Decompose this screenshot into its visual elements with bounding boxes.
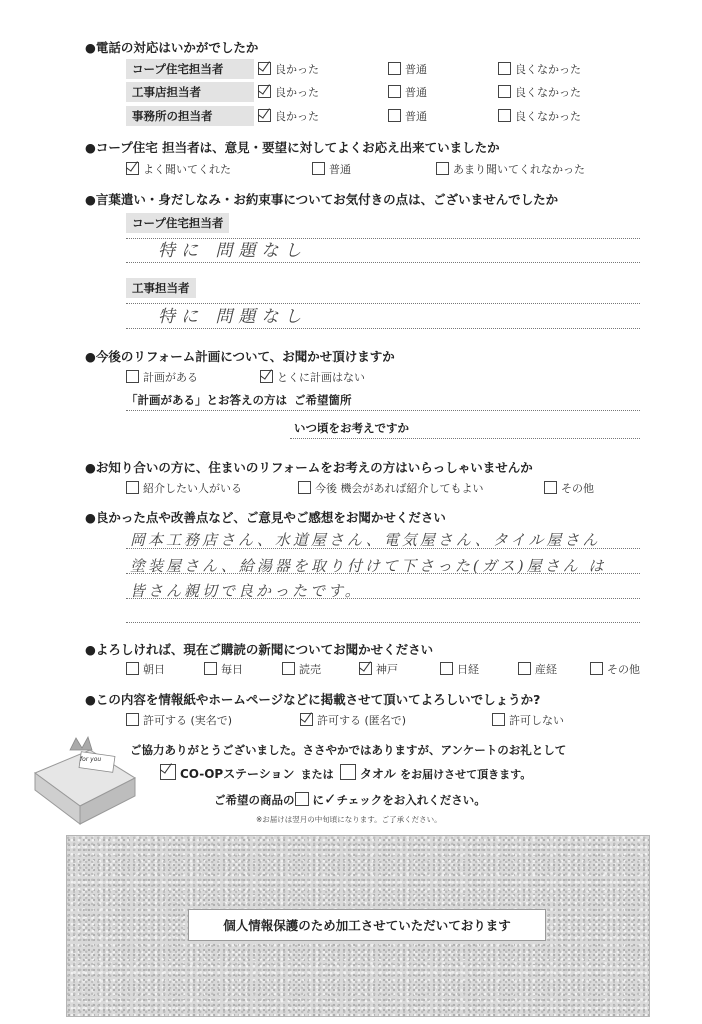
- checkbox[interactable]: [440, 662, 453, 675]
- q7-opt5[interactable]: 日経: [440, 661, 479, 677]
- towel-checkbox[interactable]: [340, 764, 356, 780]
- divider: [126, 573, 640, 574]
- q3-title: ●言葉遣い・身だしなみ・お約束事についてお気付きの点は、ございませんでしたか: [85, 192, 559, 207]
- q1-row3-opt2[interactable]: 普通: [388, 108, 427, 124]
- divider: [126, 303, 640, 304]
- q7-opt3[interactable]: 読売: [282, 661, 321, 677]
- gift-choice-row: [160, 764, 531, 782]
- towel-label: タオル: [359, 767, 396, 781]
- q4-when-label: いつ頃をお考えですか: [294, 421, 409, 435]
- q1-row1-label: コープ住宅担当者: [126, 59, 254, 79]
- q3-label-construction: 工事担当者: [126, 278, 196, 298]
- q1-row1-opt1[interactable]: 良かった: [258, 61, 319, 77]
- checkbox-checked[interactable]: [258, 85, 271, 98]
- q4-opt2[interactable]: とくに計画はない: [260, 369, 365, 385]
- q8-title: ●この内容を情報紙やホームページなどに掲載させて頂いてよろしいでしょうか?: [85, 692, 541, 707]
- checkbox[interactable]: [282, 662, 295, 675]
- checkbox[interactable]: [126, 662, 139, 675]
- checkbox[interactable]: [544, 481, 557, 494]
- checkbox[interactable]: [388, 62, 401, 75]
- divider: [290, 438, 640, 439]
- checkbox[interactable]: [312, 162, 325, 175]
- checkbox[interactable]: [498, 85, 511, 98]
- q5-opt2[interactable]: 今後 機会があれば紹介してもよい: [298, 480, 484, 496]
- divider: [126, 328, 640, 329]
- q8-opt3[interactable]: 許可しない: [492, 712, 564, 728]
- checkbox[interactable]: [126, 370, 139, 383]
- checkbox[interactable]: [298, 481, 311, 494]
- q1-row3-label: 事務所の担当者: [126, 106, 254, 126]
- q4-opt1[interactable]: 計画がある: [126, 369, 198, 385]
- checkbox-checked[interactable]: [260, 370, 273, 383]
- q7-opt1[interactable]: 朝日: [126, 661, 165, 677]
- q1-row1-opt3[interactable]: 良くなかった: [498, 61, 581, 77]
- checkbox[interactable]: [126, 713, 139, 726]
- q1-row2-opt2[interactable]: 普通: [388, 84, 427, 100]
- q1-row3-opt1[interactable]: 良かった: [258, 108, 319, 124]
- q3-answer-coop: 特に 問題なし: [158, 241, 308, 261]
- gift-icon: [30, 728, 140, 828]
- q8-opt1[interactable]: 許可する (実名で): [126, 712, 232, 728]
- divider: [126, 598, 640, 599]
- q5-opt1[interactable]: 紹介したい人がいる: [126, 480, 242, 496]
- q7-opt4[interactable]: 神戸: [359, 661, 398, 677]
- checkbox[interactable]: [518, 662, 531, 675]
- privacy-notice: 個人情報保護のため加工させていただいております: [188, 909, 546, 941]
- divider: [126, 622, 640, 623]
- q6-comment-line2: 塗装屋さん、給湯器を取り付けて下さった(ガス)屋さん は: [130, 557, 607, 575]
- q7-opt7[interactable]: その他: [590, 661, 640, 677]
- thanks-line1: ご協力ありがとうございました。ささやかではありますが、アンケートのお礼として: [130, 743, 567, 757]
- checkbox[interactable]: [590, 662, 603, 675]
- checkbox-checked[interactable]: [258, 62, 271, 75]
- q6-comment-line1: 岡本工務店さん、水道屋さん、電気屋さん、タイル屋さん: [130, 531, 601, 549]
- q5-opt3[interactable]: その他: [544, 480, 594, 496]
- q1-title: ●電話の対応はいかがでしたか: [85, 40, 259, 55]
- checkbox-checked[interactable]: [126, 162, 139, 175]
- q1-row1-opt2[interactable]: 普通: [388, 61, 427, 77]
- sample-checkbox: [295, 792, 309, 806]
- coop-station-label: CO-OPステーション: [180, 767, 295, 781]
- check-mark-icon: ✓: [324, 790, 337, 808]
- checkbox[interactable]: [498, 62, 511, 75]
- checkbox[interactable]: [126, 481, 139, 494]
- q2-opt1[interactable]: よく聞いてくれた: [126, 161, 231, 177]
- q6-comment-line3: 皆さん親切で良かったです。: [130, 582, 363, 600]
- or-label: または: [300, 768, 334, 781]
- checkbox[interactable]: [204, 662, 217, 675]
- delivery-note: ※お届けは翌月の中旬頃になります。ご了承ください。: [256, 815, 442, 824]
- q1-row3-opt3[interactable]: 良くなかった: [498, 108, 581, 124]
- checkbox-checked[interactable]: [359, 662, 372, 675]
- checkbox[interactable]: [498, 109, 511, 122]
- q1-row2-label: 工事店担当者: [126, 82, 254, 102]
- divider: [126, 238, 640, 239]
- coop-checkbox-checked[interactable]: [160, 764, 176, 780]
- q3-answer-construction: 特に 問題なし: [158, 307, 308, 327]
- divider: [126, 410, 640, 411]
- checkbox[interactable]: [388, 85, 401, 98]
- send-label: をお届けさせて頂きます。: [400, 768, 532, 781]
- q2-title: ●コープ住宅 担当者は、意見・要望に対してよくお応え出来ていましたか: [85, 140, 500, 155]
- q3-label-coop: コープ住宅担当者: [126, 213, 229, 233]
- q4-title: ●今後のリフォーム計画について、お聞かせ頂けますか: [85, 349, 395, 364]
- checkbox[interactable]: [436, 162, 449, 175]
- q7-opt2[interactable]: 毎日: [204, 661, 243, 677]
- q8-opt2[interactable]: 許可する (匿名で): [300, 712, 406, 728]
- q1-row2-opt1[interactable]: 良かった: [258, 84, 319, 100]
- q1-row2-opt3[interactable]: 良くなかった: [498, 84, 581, 100]
- thanks-line3: ご希望の商品の に✓チェックをお入れください。: [214, 790, 486, 808]
- checkbox[interactable]: [492, 713, 505, 726]
- gift-box-illustration: [30, 728, 140, 828]
- checkbox-checked[interactable]: [258, 109, 271, 122]
- q5-title: ●お知り合いの方に、住まいのリフォームをお考えの方はいらっしゃいませんか: [85, 460, 533, 475]
- q6-title: ●良かった点や改善点など、ご意見やご感想をお聞かせください: [85, 510, 446, 525]
- q4-sub: 「計画がある」とお答えの方は: [126, 393, 287, 407]
- divider: [126, 548, 640, 549]
- q7-title: ●よろしければ、現在ご購読の新聞についてお聞かせください: [85, 642, 434, 657]
- q2-opt2[interactable]: 普通: [312, 161, 351, 177]
- q2-opt3[interactable]: あまり聞いてくれなかった: [436, 161, 585, 177]
- gift-tag-text: for you: [80, 756, 102, 763]
- checkbox[interactable]: [388, 109, 401, 122]
- checkbox-checked[interactable]: [300, 713, 313, 726]
- q4-place-label: ご希望箇所: [294, 393, 352, 407]
- q7-opt6[interactable]: 産経: [518, 661, 557, 677]
- divider: [126, 262, 640, 263]
